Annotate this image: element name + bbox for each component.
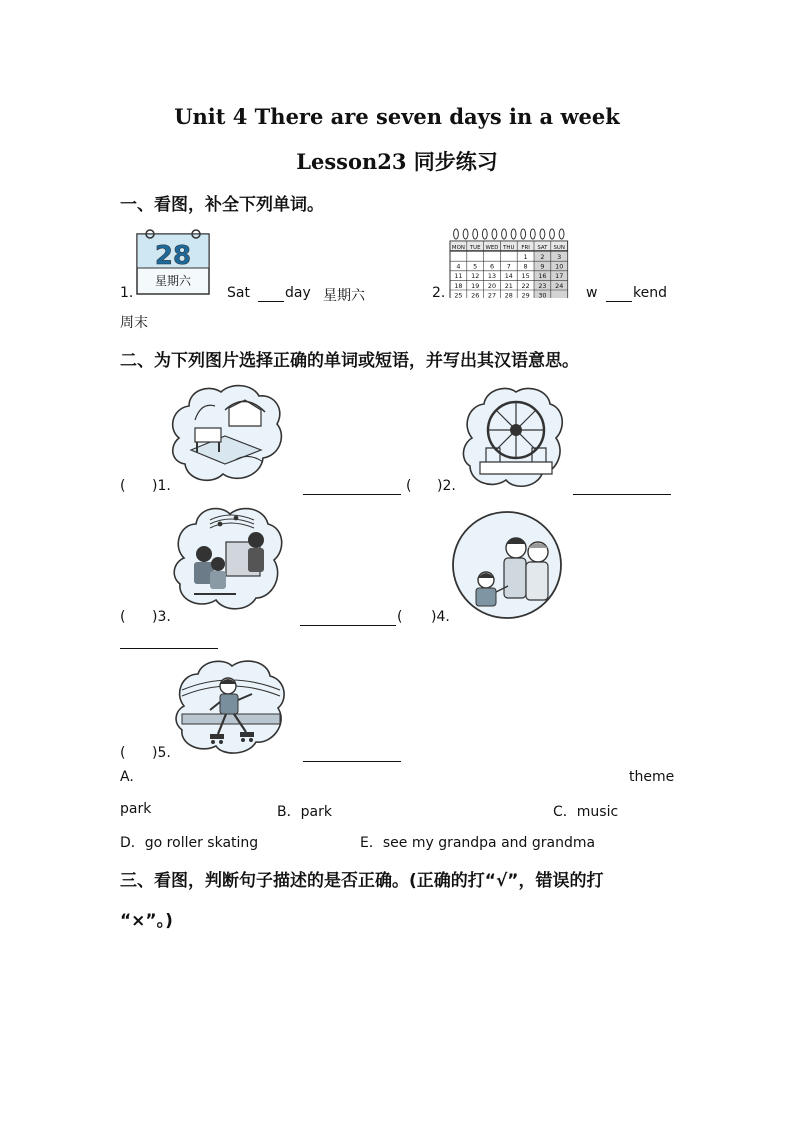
calendar-weekday-label: SUN — [553, 245, 565, 252]
calendar-date: 19 — [471, 281, 480, 290]
calendar-date: 24 — [555, 281, 564, 290]
section1-heading: 一、看图，补全下列单词。 — [120, 195, 324, 215]
calendar-ring-icon — [511, 229, 516, 239]
calendar-weekday-label: TUE — [469, 245, 481, 252]
ferris-wheel-picture — [456, 382, 566, 492]
s2-q4-blank[interactable] — [120, 647, 218, 649]
monthly-calendar-image — [448, 228, 570, 298]
calendar-weekday-label: WED — [485, 245, 499, 252]
calendar-ring-icon — [550, 229, 555, 239]
option-a-text-2: park — [120, 801, 152, 817]
calendar-ring-icon — [530, 229, 535, 239]
calendar-date: 23 — [538, 281, 547, 290]
section3-heading-line1: 三、看图，判断句子描述的是否正确。(正确的打“√”，错误的打 — [120, 871, 604, 891]
calendar-date: 21 — [504, 281, 513, 290]
calendar-date: 28 — [504, 291, 513, 298]
s2-q5-number: )5. — [152, 745, 171, 761]
calendar-date: 16 — [538, 272, 547, 281]
s1-q2-word-start: w — [586, 285, 598, 301]
calendar-date: 9 — [540, 262, 545, 271]
calendar-date: 30 — [538, 291, 547, 298]
tear-off-calendar-image — [136, 226, 210, 296]
calendar-date: 22 — [521, 281, 530, 290]
calendar-ring-icon — [559, 229, 564, 239]
s2-q2-paren: ( — [406, 478, 412, 494]
calendar-date: 17 — [555, 272, 564, 281]
calendar-date: 4 — [456, 262, 461, 271]
s2-q3-number: )3. — [152, 609, 171, 625]
calendar-date: 6 — [489, 262, 495, 271]
s1-q1-word-end: day — [285, 285, 311, 301]
calendar-ring-icon — [463, 229, 468, 239]
page-title: Unit 4 There are seven days in a week — [174, 104, 620, 129]
calendar-date: 7 — [506, 262, 511, 271]
roller-skating-picture — [172, 656, 288, 756]
theme-park-picture — [165, 380, 287, 488]
calendar-date: 29 — [521, 291, 530, 298]
calendar-weekday-label: MON — [451, 245, 465, 252]
option-c: C．music — [553, 804, 619, 820]
page-subtitle: Lesson23 同步练习 — [296, 149, 498, 174]
calendar-date: 15 — [521, 272, 530, 281]
calendar-ring-icon — [473, 229, 478, 239]
s2-q1-number: )1. — [152, 478, 171, 494]
s2-q2-blank[interactable] — [573, 493, 671, 495]
calendar-date: 13 — [487, 272, 497, 281]
s2-q2-number: )2. — [437, 478, 456, 494]
calendar-ring-icon — [521, 229, 526, 239]
calendar-date: 1 — [523, 253, 528, 261]
section2-heading: 二、为下列图片选择正确的单词或短语，并写出其汉语意思。 — [120, 351, 579, 371]
s2-q3-blank[interactable] — [300, 624, 396, 626]
calendar-date: 5 — [473, 262, 478, 271]
s2-q3-paren: ( — [120, 609, 126, 625]
calendar-ring-icon — [482, 229, 487, 239]
s1-q1-meaning: 星期六 — [323, 288, 365, 304]
calendar-ring-icon — [540, 229, 545, 239]
s1-q2-blank[interactable] — [606, 300, 632, 302]
calendar-date: 10 — [555, 262, 564, 271]
calendar-day-number: 28 — [154, 241, 192, 271]
calendar-date: 27 — [487, 291, 497, 298]
s2-q5-blank[interactable] — [303, 760, 401, 762]
s1-q2-meaning: 周末 — [120, 315, 148, 331]
calendar-date: 25 — [454, 291, 463, 298]
calendar-date: 3 — [557, 253, 562, 261]
s2-q1-paren: ( — [120, 478, 126, 494]
s1-q1-blank[interactable] — [258, 300, 284, 302]
calendar-date: 18 — [454, 281, 463, 290]
calendar-date: 26 — [471, 291, 480, 298]
calendar-date: 11 — [454, 272, 463, 281]
s1-q1-word-start: Sat — [227, 285, 250, 301]
calendar-day-label: 星期六 — [154, 274, 192, 288]
option-a-text-1: theme — [629, 769, 675, 785]
calendar-date: 20 — [487, 281, 497, 290]
option-d: D．go roller skating — [120, 835, 259, 851]
music-picture — [170, 502, 286, 612]
calendar-ring-icon — [502, 229, 507, 239]
calendar-date: 2 — [540, 253, 545, 261]
s1-q2-word-end: kend — [633, 285, 667, 301]
calendar-weekday-label: FRI — [521, 245, 530, 252]
calendar-date: 12 — [471, 272, 480, 281]
calendar-ring-icon — [454, 229, 459, 239]
calendar-weekday-label: SAT — [537, 245, 548, 252]
grandparents-picture — [448, 508, 566, 622]
s2-q5-paren: ( — [120, 745, 126, 761]
s2-q1-blank[interactable] — [303, 493, 401, 495]
option-b: B．park — [277, 804, 332, 820]
s2-q4-paren: ( — [397, 609, 403, 625]
s1-q2-number: 2. — [432, 285, 446, 301]
option-e: E．see my grandpa and grandma — [360, 835, 596, 851]
option-a-label: A. — [120, 769, 134, 785]
section3-heading-line2: “×”。) — [120, 911, 173, 931]
calendar-date: 8 — [523, 262, 528, 271]
calendar-weekday-label: THU — [503, 245, 515, 252]
calendar-date: 14 — [504, 272, 513, 281]
s2-q4-number: )4. — [431, 609, 450, 625]
s1-q1-number: 1. — [120, 285, 134, 301]
calendar-ring-icon — [492, 229, 497, 239]
